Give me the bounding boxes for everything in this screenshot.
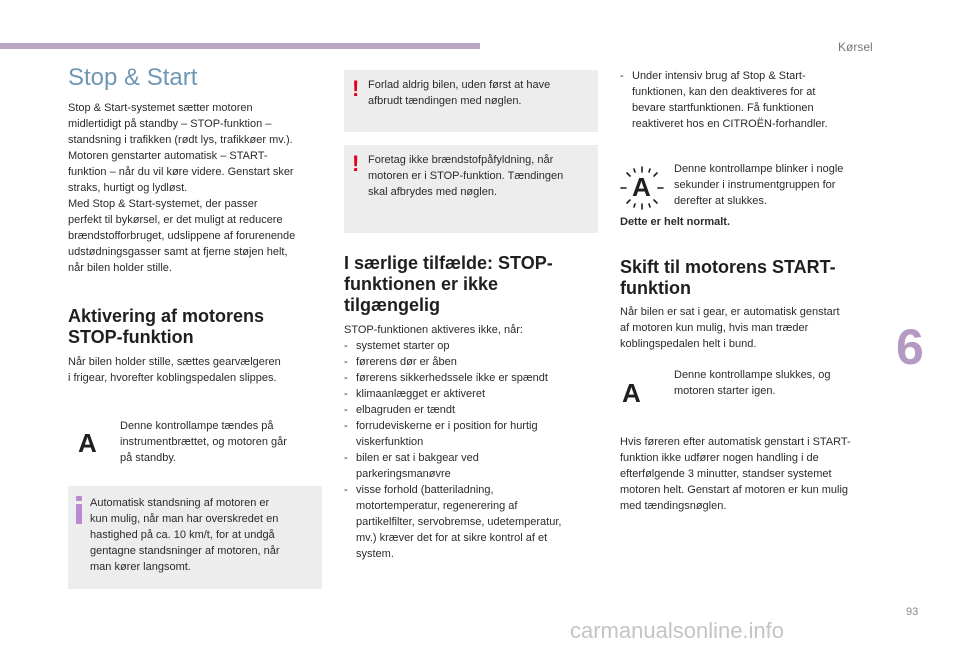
stop-start-lamp-icon: A: [78, 428, 97, 458]
text-line: afbrudt tændingen med nøglen.: [368, 95, 522, 107]
lamp-description: [120, 418, 320, 466]
text-line: Automatisk standsning af motoren er: [90, 497, 270, 509]
text-line: derefter at slukkes.: [674, 195, 767, 207]
heading-line: STOP-funktion: [68, 327, 194, 347]
warning-icon: !: [352, 151, 360, 176]
start-text: [620, 304, 880, 352]
normal-note: Dette er helt normalt.: [620, 216, 731, 228]
list-item: - førerens sikkerhedssele ikke er spændt: [344, 370, 600, 386]
info-box: [68, 486, 322, 589]
text-line: Med Stop & Start-systemet, der passer: [68, 198, 258, 210]
text-line: gentagne standsninger af motoren, når: [90, 545, 280, 557]
text-line: motoren er i STOP-funktion. Tændingen: [368, 170, 564, 182]
text-line: straks, hurtigt og lydløst.: [68, 182, 188, 194]
watermark: carmanualsonline.info: [570, 618, 785, 643]
warning-text: [368, 77, 592, 109]
blinking-lamp-icon: [620, 166, 664, 210]
list-intro: STOP-funktionen aktiveres ikke, når:: [344, 324, 523, 336]
blink-description: [674, 161, 874, 209]
info-icon: [76, 496, 82, 524]
chapter-label: Kørsel: [838, 40, 873, 54]
text-line: Foretag ikke brændstofpåfyldning, når: [368, 154, 554, 166]
deactivation-note: [620, 68, 870, 132]
text-line: koblingspedalen helt i bund.: [620, 338, 757, 350]
warning-text: [368, 152, 592, 200]
page-number: 93: [906, 606, 919, 618]
text-line: motoren starter igen.: [674, 385, 776, 397]
text-line: brændstofforbruget, udslippene af forurenende: [68, 230, 296, 242]
text-line: skal afbrydes med nøglen.: [368, 186, 498, 198]
text-line: af motoren kun mulig, hvis man træder: [620, 322, 809, 334]
text-line: perfekt til bykørsel, er det muligt at reducere: [68, 214, 283, 226]
heading-line: tilgængelig: [344, 295, 440, 315]
list-item: - bilen er sat i bakgear ved parkeringsmanøvre: [344, 450, 600, 482]
section-heading-start: [620, 257, 836, 299]
text-line: funktion ikke udfører nogen handling i de: [620, 452, 819, 464]
text-line: Denne kontrollampe tændes på: [120, 420, 274, 432]
text-line: Denne kontrollampe slukkes, og: [674, 369, 831, 381]
text-line: midlertidigt på standby – STOP-funktion –: [68, 118, 272, 130]
page-title: Stop & Start: [68, 64, 198, 91]
heading-line: funktionen er ikke: [344, 274, 499, 294]
list-item: - elbagruden er tændt: [344, 402, 600, 418]
off-description: [674, 367, 874, 399]
text-line: Motoren genstarter automatisk – START-: [68, 150, 268, 162]
text-line: funktion – når du vil køre videre. Genstart sker: [68, 166, 294, 178]
stop-start-off-lamp-icon: A: [622, 378, 641, 408]
header-accent-bar: [0, 43, 480, 49]
warning-box-2: [344, 145, 598, 233]
text-line: kun mulig, når man har overskredet en: [90, 513, 279, 525]
text-line: motoren helt. Genstart af motoren er kun mulig: [620, 484, 849, 496]
text-line: sekunder i instrumentgruppen for: [674, 179, 836, 191]
lamp-letter: A: [632, 172, 651, 202]
condition-list: [344, 338, 600, 562]
text-line: Denne kontrollampe blinker i nogle: [674, 163, 844, 175]
warning-box-1: [344, 70, 598, 132]
list-item: - systemet starter op: [344, 338, 600, 354]
text-line: Når bilen er sat i gear, er automatisk genstart: [620, 306, 840, 318]
intro-paragraph: [68, 100, 328, 276]
heading-line: funktion: [620, 278, 691, 298]
final-paragraph: [620, 434, 882, 514]
list-item: - forrudeviskerne er i position for hurtig viskerfunktion: [344, 418, 600, 450]
list-item: - Under intensiv brug af Stop & Start- funktionen, kan den deaktiveres for at bevare startfunktionen. Få funktionen reaktiveret hos en CITROËN-forhandler.: [620, 68, 870, 132]
text-line: udstødningsgasser samt at fjerne støjen helt,: [68, 246, 288, 258]
text-line: standsning i trafikken (rødt lys, trafikkøer mv.).: [68, 134, 293, 146]
heading-line: Skift til motorens START-: [620, 257, 836, 277]
text-line: med tændingsnøglen.: [620, 500, 727, 512]
heading-line: I særlige tilfælde: STOP-: [344, 253, 553, 273]
text-line: i frigear, hvorefter koblingspedalen slippes.: [68, 372, 277, 384]
chapter-number-tab: 6: [896, 319, 924, 375]
list-item: - visse forhold (batteriladning, motortemperatur, regenerering af partikelfilter, servobremse, udetemperatur, mv.) kræver det for at sikre kontrol af et system.: [344, 482, 600, 562]
list-item: - førerens dør er åben: [344, 354, 600, 370]
info-text: [90, 495, 316, 575]
activation-text: [68, 354, 328, 386]
text-line: man kører langsomt.: [90, 561, 191, 573]
text-line: efterfølgende 3 minutter, standser systemet: [620, 468, 832, 480]
text-line: hastighed på ca. 10 km/t, for at undgå: [90, 529, 275, 541]
text-line: på standby.: [120, 452, 177, 464]
text-line: Når bilen holder stille, sættes gearvælgeren: [68, 356, 281, 368]
warning-icon: !: [352, 76, 360, 101]
special-cases-content: [344, 322, 600, 562]
section-heading-activation: [68, 306, 264, 348]
text-line: Stop & Start-systemet sætter motoren: [68, 102, 253, 114]
text-line: Hvis føreren efter automatisk genstart i START-: [620, 436, 851, 448]
text-line: når bilen holder stille.: [68, 262, 172, 274]
heading-line: Aktivering af motorens: [68, 306, 265, 326]
text-line: instrumentbrættet, og motoren går: [120, 436, 287, 448]
list-item: - klimaanlægget er aktiveret: [344, 386, 600, 402]
text-line: Forlad aldrig bilen, uden først at have: [368, 79, 551, 91]
section-heading-special-cases: [344, 253, 553, 316]
